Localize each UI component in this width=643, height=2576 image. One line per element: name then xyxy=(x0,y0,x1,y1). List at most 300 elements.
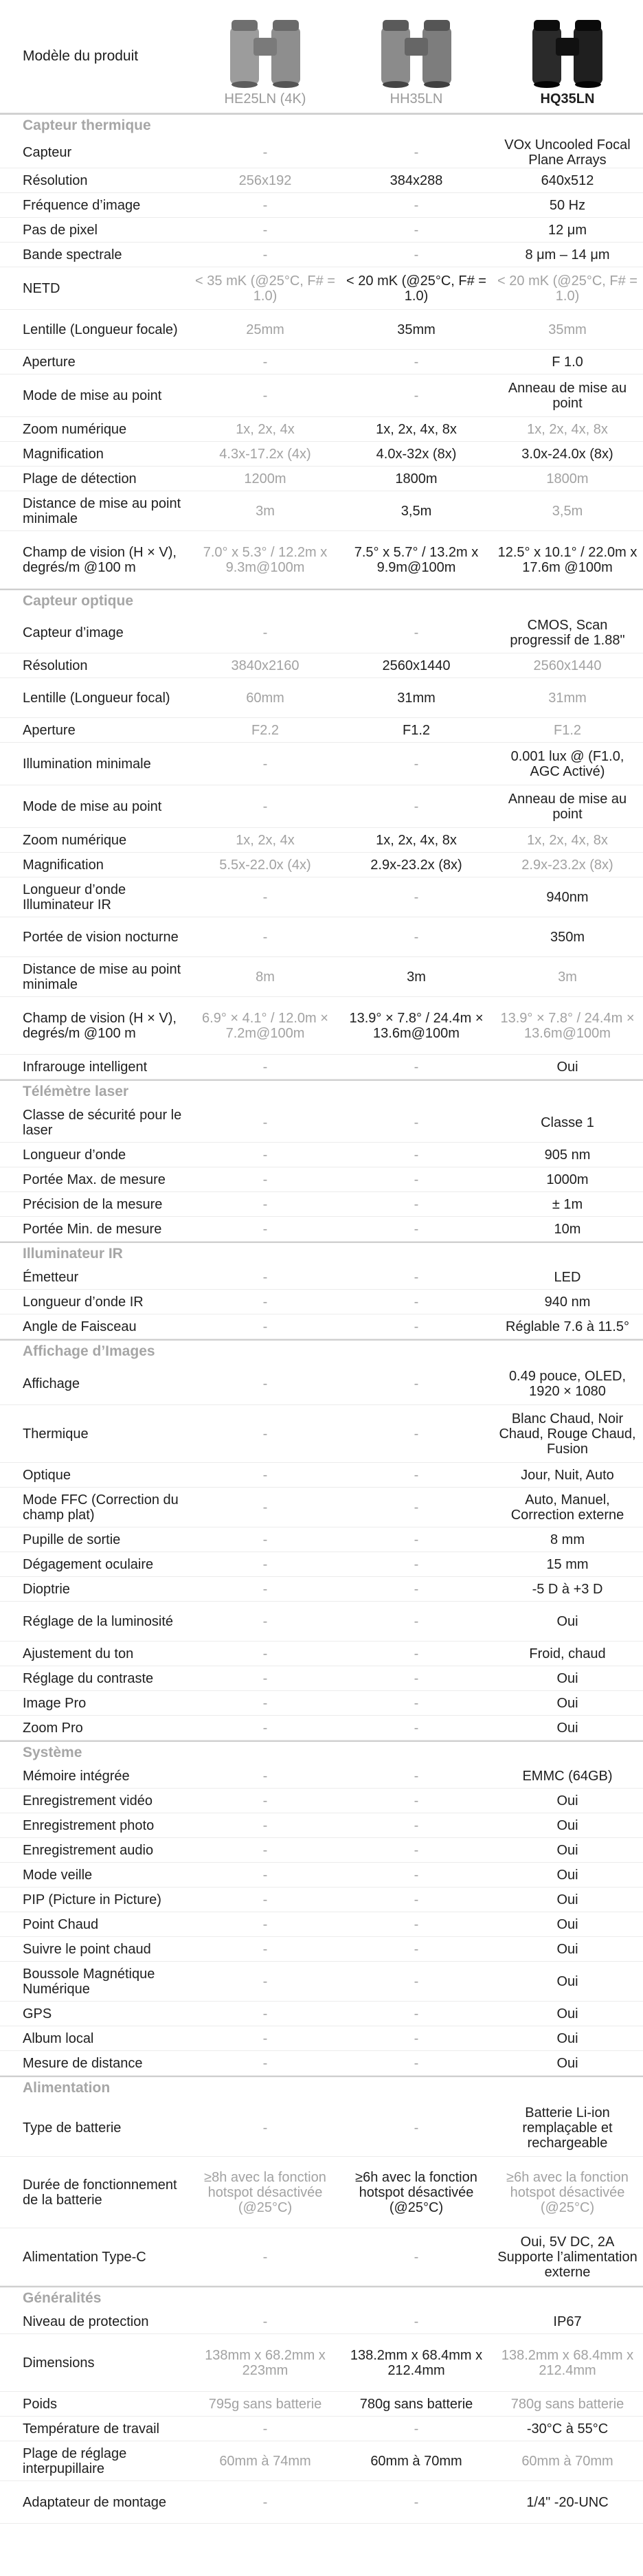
spec-value-hq35ln: -30°C à 55°C xyxy=(526,2421,609,2437)
spec-value-hh35ln: 780g sans batterie xyxy=(359,2396,473,2412)
spec-value-hh35ln: - xyxy=(414,1532,419,1547)
spec-row-ajustement-du-ton xyxy=(0,1642,643,1666)
spec-label: Affichage xyxy=(23,1376,80,1391)
spec-value-he25ln: ≥8h avec la fonction hotspot désactivée (@25°C) xyxy=(204,2169,326,2215)
spec-value-he25ln: - xyxy=(262,1221,268,1237)
spec-row-enregistrement-audio xyxy=(0,1838,643,1863)
spec-label: Poids xyxy=(23,2396,58,2412)
spec-label: Bande spectrale xyxy=(23,247,122,262)
spec-value-he25ln: - xyxy=(262,1916,268,1932)
spec-value-hh35ln: 60mm à 70mm xyxy=(370,2453,462,2469)
spec-value-he25ln: - xyxy=(262,1892,268,1907)
spec-value-hh35ln: - xyxy=(414,1059,419,1075)
spec-value-he25ln: 25mm xyxy=(246,322,284,337)
spec-row-gps xyxy=(0,2002,643,2026)
spec-value-hq35ln: 31mm xyxy=(548,690,587,706)
spec-label: Capteur d’image xyxy=(23,625,124,640)
spec-value-hq35ln: F 1.0 xyxy=(552,354,583,370)
spec-value-hh35ln: 138.2mm x 68.4mm x 212.4mm xyxy=(350,2347,483,2378)
spec-value-hq35ln: 1/4" -20-UNC xyxy=(526,2494,609,2510)
spec-label: Image Pro xyxy=(23,1695,87,1711)
spec-value-he25ln: - xyxy=(262,354,268,370)
spec-label: Longueur d’onde Illuminateur IR xyxy=(23,882,126,912)
spec-value-hq35ln: 10m xyxy=(554,1221,581,1237)
spec-value-hh35ln: 3,5m xyxy=(401,503,432,519)
spec-value-hh35ln: - xyxy=(414,1556,419,1572)
spec-row-mode-de-mise-au-point xyxy=(0,785,643,828)
spec-value-hh35ln: - xyxy=(414,929,419,945)
spec-value-hq35ln: 3m xyxy=(558,969,577,985)
spec-value-he25ln: - xyxy=(262,1793,268,1808)
spec-value-he25ln: - xyxy=(262,1973,268,1989)
spec-row-thermique xyxy=(0,1405,643,1463)
spec-row-degagement-oculaire xyxy=(0,1552,643,1577)
spec-value-hq35ln: 940nm xyxy=(546,889,589,905)
spec-label: Aperture xyxy=(23,722,76,738)
spec-value-hq35ln: Oui xyxy=(556,1941,578,1957)
binocular-image xyxy=(365,17,468,89)
spec-label: Angle de Faisceau xyxy=(23,1319,137,1334)
spec-value-hq35ln: 2560x1440 xyxy=(533,658,602,673)
spec-value-hq35ln: Classe 1 xyxy=(541,1115,594,1130)
spec-value-he25ln: - xyxy=(262,889,268,905)
spec-value-hq35ln: Oui xyxy=(556,1916,578,1932)
spec-value-he25ln: 1200m xyxy=(244,471,286,486)
spec-value-he25ln: 4.3x-17.2x (4x) xyxy=(219,446,311,462)
spec-value-hq35ln: 35mm xyxy=(548,322,587,337)
spec-value-hh35ln: - xyxy=(414,354,419,370)
spec-row-illumination-minimale xyxy=(0,743,643,785)
section-header-telemetre-laser: Télémètre laser xyxy=(0,1079,643,1103)
spec-row-plage-de-detection xyxy=(0,467,643,491)
spec-value-he25ln: 7.0° x 5.3° / 12.2m x 9.3m@100m xyxy=(203,544,328,575)
spec-value-hq35ln: F1.2 xyxy=(553,722,582,738)
spec-value-he25ln: - xyxy=(262,1581,268,1597)
spec-row-aperture xyxy=(0,718,643,743)
spec-value-hq35ln: Oui xyxy=(556,1842,578,1858)
spec-label: Album local xyxy=(23,2030,94,2046)
spec-value-hh35ln: - xyxy=(414,1376,419,1391)
spec-row-aperture xyxy=(0,350,643,374)
spec-value-hq35ln: 12.5° x 10.1° / 22.0m x 17.6m @100m xyxy=(497,544,638,575)
spec-label: NETD xyxy=(23,280,60,296)
spec-value-hq35ln: 780g sans batterie xyxy=(510,2396,624,2412)
spec-row-reglage-de-la-luminosite xyxy=(0,1602,643,1642)
product-header xyxy=(0,0,643,113)
spec-value-he25ln: - xyxy=(262,756,268,772)
spec-value-hq35ln: Oui xyxy=(556,1892,578,1907)
spec-row-zoom-pro xyxy=(0,1716,643,1740)
spec-row-longueur-d-onde-illuminateur-ir xyxy=(0,877,643,917)
spec-value-hh35ln: - xyxy=(414,1581,419,1597)
spec-value-he25ln: - xyxy=(262,1842,268,1858)
spec-value-he25ln: - xyxy=(262,1319,268,1334)
spec-row-netd xyxy=(0,267,643,310)
spec-row-plage-de-reglage-interpupillaire xyxy=(0,2441,643,2481)
spec-value-hq35ln: Réglable 7.6 à 11.5° xyxy=(506,1319,629,1334)
spec-value-hq35ln: Oui xyxy=(556,1867,578,1883)
spec-value-hq35ln: 640x512 xyxy=(541,172,594,188)
spec-value-hq35ln: 60mm à 70mm xyxy=(521,2453,613,2469)
spec-row-capteur-d-image xyxy=(0,612,643,653)
spec-value-he25ln: - xyxy=(262,1294,268,1310)
spec-label: Dégagement oculaire xyxy=(23,1556,154,1572)
spec-row-dioptrie xyxy=(0,1577,643,1602)
spec-label: Réglage du contraste xyxy=(23,1670,154,1686)
spec-value-hq35ln: Oui xyxy=(556,1670,578,1686)
spec-value-hh35ln: - xyxy=(414,1817,419,1833)
spec-label: Mode FFC (Correction du champ plat) xyxy=(23,1492,179,1523)
spec-label: Résolution xyxy=(23,172,88,188)
spec-row-capteur xyxy=(0,137,643,168)
spec-value-he25ln: - xyxy=(262,2421,268,2437)
spec-value-hh35ln: - xyxy=(414,798,419,814)
spec-value-hh35ln: - xyxy=(414,1646,419,1661)
product-name: HE25LN (4K) xyxy=(224,91,306,107)
section-header-systeme: Système xyxy=(0,1740,643,1764)
spec-value-hh35ln: - xyxy=(414,1613,419,1629)
spec-value-hh35ln: 4.0x-32x (8x) xyxy=(376,446,457,462)
spec-label: Boussole Magnétique Numérique xyxy=(23,1966,155,1997)
spec-value-he25ln: - xyxy=(262,2006,268,2021)
spec-label: Plage de réglage interpupillaire xyxy=(23,2445,127,2476)
spec-row-memoire-integree xyxy=(0,1764,643,1789)
product-hq35ln[interactable] xyxy=(492,0,643,113)
spec-value-he25ln: - xyxy=(262,2055,268,2071)
spec-value-hq35ln: 8 μm – 14 μm xyxy=(525,247,610,262)
product-name: HQ35LN xyxy=(540,91,595,107)
spec-value-he25ln: 1x, 2x, 4x xyxy=(236,832,295,848)
spec-label: Lentille (Longueur focale) xyxy=(23,322,178,337)
spec-label: Pupille de sortie xyxy=(23,1532,121,1547)
spec-row-angle-de-faisceau xyxy=(0,1314,643,1339)
spec-value-he25ln: 5.5x-22.0x (4x) xyxy=(219,857,311,873)
spec-value-hh35ln: F1.2 xyxy=(402,722,431,738)
spec-value-hq35ln: Oui xyxy=(556,1695,578,1711)
spec-value-hh35ln: - xyxy=(414,1793,419,1808)
spec-value-hq35ln: Anneau de mise au point xyxy=(508,791,627,822)
spec-value-he25ln: - xyxy=(262,1768,268,1784)
spec-row-infrarouge-intelligent xyxy=(0,1055,643,1079)
product-hh35ln[interactable] xyxy=(341,0,492,113)
spec-value-hh35ln: - xyxy=(414,889,419,905)
spec-label: Dioptrie xyxy=(23,1581,70,1597)
spec-value-he25ln: - xyxy=(262,1720,268,1736)
spec-value-he25ln: - xyxy=(262,1532,268,1547)
spec-label: Magnification xyxy=(23,446,104,462)
spec-value-he25ln: - xyxy=(262,2314,268,2329)
spec-row-portee-min-de-mesure xyxy=(0,1217,643,1242)
spec-row-longueur-d-onde xyxy=(0,1143,643,1167)
spec-value-hq35ln: Froid, chaud xyxy=(529,1646,606,1661)
spec-value-he25ln: 1x, 2x, 4x xyxy=(236,421,295,437)
spec-value-hh35ln: - xyxy=(414,1269,419,1285)
spec-row-precision-de-la-mesure xyxy=(0,1192,643,1217)
spec-value-hh35ln: - xyxy=(414,1147,419,1163)
spec-row-mode-veille xyxy=(0,1863,643,1888)
spec-label: Dimensions xyxy=(23,2355,95,2371)
spec-value-he25ln: - xyxy=(262,1695,268,1711)
spec-row-emetteur xyxy=(0,1265,643,1290)
spec-value-hq35ln: CMOS, Scan progressif de 1.88" xyxy=(510,617,625,648)
spec-label: Zoom numérique xyxy=(23,421,127,437)
spec-label: Niveau de protection xyxy=(23,2314,149,2329)
spec-value-hh35ln: - xyxy=(414,1115,419,1130)
spec-value-hh35ln: - xyxy=(414,1892,419,1907)
spec-value-hq35ln: IP67 xyxy=(553,2314,582,2329)
spec-value-hq35ln: Oui xyxy=(556,2055,578,2071)
spec-label: Aperture xyxy=(23,354,76,370)
spec-value-hh35ln: - xyxy=(414,1172,419,1187)
spec-label: Résolution xyxy=(23,658,88,673)
spec-row-mode-de-mise-au-point xyxy=(0,374,643,417)
spec-value-he25ln: - xyxy=(262,144,268,160)
spec-label: Portée Max. de mesure xyxy=(23,1172,166,1187)
spec-label: Thermique xyxy=(23,1426,89,1442)
spec-value-hh35ln: - xyxy=(414,197,419,213)
spec-value-he25ln: - xyxy=(262,1646,268,1661)
spec-value-hh35ln: 3m xyxy=(407,969,426,985)
spec-value-he25ln: 60mm xyxy=(246,690,284,706)
spec-value-he25ln: - xyxy=(262,222,268,238)
spec-label: Pas de pixel xyxy=(23,222,98,238)
spec-value-hq35ln: Oui xyxy=(556,1817,578,1833)
spec-label: Portée de vision nocturne xyxy=(23,929,179,945)
spec-value-he25ln: - xyxy=(262,197,268,213)
spec-label: Plage de détection xyxy=(23,471,137,486)
spec-value-hq35ln: ≥6h avec la fonction hotspot désactivée (@25°C) xyxy=(506,2169,629,2215)
spec-row-mode-ffc-correction-du-champ-plat xyxy=(0,1488,643,1527)
spec-value-he25ln: - xyxy=(262,1467,268,1483)
spec-label: Distance de mise au point minimale xyxy=(23,961,181,992)
spec-label: Zoom numérique xyxy=(23,832,127,848)
spec-label: PIP (Picture in Picture) xyxy=(23,1892,161,1907)
spec-value-hh35ln: 1x, 2x, 4x, 8x xyxy=(376,421,457,437)
spec-value-he25ln: - xyxy=(262,1059,268,1075)
spec-value-hq35ln: 13.9° × 7.8° / 24.4m × 13.6m@100m xyxy=(500,1010,635,1041)
spec-value-hh35ln: - xyxy=(414,1499,419,1515)
spec-value-hh35ln: 13.9° × 7.8° / 24.4m × 13.6m@100m xyxy=(349,1010,484,1041)
spec-label: Mode veille xyxy=(23,1867,93,1883)
spec-value-he25ln: 8m xyxy=(256,969,275,985)
spec-value-he25ln: - xyxy=(262,1376,268,1391)
spec-value-he25ln: - xyxy=(262,1556,268,1572)
spec-value-hh35ln: - xyxy=(414,2421,419,2437)
spec-label: Point Chaud xyxy=(23,1916,99,1932)
spec-value-he25ln: - xyxy=(262,2494,268,2510)
spec-row-classe-de-securite-pour-le-laser xyxy=(0,1103,643,1143)
spec-row-portee-max-de-mesure xyxy=(0,1167,643,1192)
spec-value-hq35ln: 15 mm xyxy=(546,1556,589,1572)
spec-value-hh35ln: - xyxy=(414,1768,419,1784)
spec-value-hh35ln: - xyxy=(414,388,419,403)
spec-value-hh35ln: - xyxy=(414,1221,419,1237)
spec-row-pip-picture-in-picture xyxy=(0,1888,643,1912)
spec-row-optique xyxy=(0,1463,643,1488)
spec-value-hh35ln: - xyxy=(414,1426,419,1442)
spec-value-hq35ln: 1x, 2x, 4x, 8x xyxy=(527,421,608,437)
spec-row-duree-de-fonctionnement-de-la-batterie xyxy=(0,2157,643,2228)
spec-value-hh35ln: 2.9x-23.2x (8x) xyxy=(370,857,462,873)
spec-label: Portée Min. de mesure xyxy=(23,1221,162,1237)
spec-value-hh35ln: - xyxy=(414,1842,419,1858)
spec-value-he25ln: 138mm x 68.2mm x 223mm xyxy=(205,2347,326,2378)
spec-value-hh35ln: - xyxy=(414,2314,419,2329)
spec-value-hq35ln: Batterie Li-ion remplaçable et rechargeable xyxy=(522,2105,613,2151)
spec-row-pas-de-pixel xyxy=(0,218,643,243)
spec-row-magnification xyxy=(0,442,643,467)
spec-row-niveau-de-protection xyxy=(0,2309,643,2334)
spec-label: Distance de mise au point minimale xyxy=(23,495,181,526)
spec-value-hq35ln: 3,5m xyxy=(552,503,583,519)
spec-value-hq35ln: LED xyxy=(554,1269,581,1285)
spec-row-distance-de-mise-au-point-minimale xyxy=(0,957,643,997)
spec-value-hh35ln: 384x288 xyxy=(390,172,443,188)
spec-label: Enregistrement photo xyxy=(23,1817,155,1833)
spec-value-he25ln: 3m xyxy=(256,503,275,519)
spec-value-he25ln: - xyxy=(262,1867,268,1883)
spec-label: Suivre le point chaud xyxy=(23,1941,151,1957)
spec-value-he25ln: - xyxy=(262,247,268,262)
spec-value-he25ln: - xyxy=(262,1196,268,1212)
spec-value-hh35ln: - xyxy=(414,1973,419,1989)
spec-value-hq35ln: 50 Hz xyxy=(549,197,586,213)
spec-row-pupille-de-sortie xyxy=(0,1527,643,1552)
spec-label: Classe de sécurité pour le laser xyxy=(23,1107,182,1138)
spec-value-he25ln: - xyxy=(262,1941,268,1957)
header-label: Modèle du produit xyxy=(23,48,139,64)
spec-label: Adaptateur de montage xyxy=(23,2494,167,2510)
spec-value-hh35ln: - xyxy=(414,1720,419,1736)
spec-row-bande-spectrale xyxy=(0,243,643,267)
spec-value-hh35ln: 35mm xyxy=(397,322,436,337)
spec-row-type-de-batterie xyxy=(0,2099,643,2157)
spec-value-hq35ln: 350m xyxy=(550,929,585,945)
product-name: HH35LN xyxy=(390,91,443,107)
spec-row-poids xyxy=(0,2392,643,2417)
spec-value-he25ln: - xyxy=(262,798,268,814)
spec-value-hh35ln: - xyxy=(414,625,419,640)
spec-row-enregistrement-photo xyxy=(0,1813,643,1838)
spec-row-alimentation-type-c xyxy=(0,2228,643,2286)
spec-value-hh35ln: - xyxy=(414,1196,419,1212)
spec-label: Type de batterie xyxy=(23,2120,122,2136)
spec-value-hh35ln: - xyxy=(414,1467,419,1483)
spec-label: Mode de mise au point xyxy=(23,388,162,403)
spec-label: Mesure de distance xyxy=(23,2055,143,2071)
spec-value-hh35ln: < 20 mK (@25°C, F# = 1.0) xyxy=(346,273,486,304)
spec-row-dimensions xyxy=(0,2334,643,2392)
spec-row-magnification xyxy=(0,853,643,877)
spec-value-hq35ln: -5 D à +3 D xyxy=(532,1581,603,1597)
spec-value-hh35ln: 7.5° x 5.7° / 13.2m x 9.9m@100m xyxy=(354,544,479,575)
spec-value-hh35ln: 2560x1440 xyxy=(382,658,451,673)
spec-value-he25ln: - xyxy=(262,1172,268,1187)
spec-label: Optique xyxy=(23,1467,71,1483)
spec-label: Fréquence d’image xyxy=(23,197,141,213)
spec-label: Enregistrement vidéo xyxy=(23,1793,153,1808)
spec-row-album-local xyxy=(0,2026,643,2051)
spec-table xyxy=(0,113,643,2524)
spec-label: Champ de vision (H × V), degrés/m @100 m xyxy=(23,1010,177,1041)
spec-value-he25ln: - xyxy=(262,2249,268,2265)
spec-value-he25ln: - xyxy=(262,625,268,640)
spec-value-hh35ln: - xyxy=(414,756,419,772)
spec-value-hq35ln: Jour, Nuit, Auto xyxy=(521,1467,614,1483)
spec-row-zoom-numerique xyxy=(0,417,643,442)
spec-value-hq35ln: Oui xyxy=(556,2030,578,2046)
spec-value-hq35ln: 3.0x-24.0x (8x) xyxy=(521,446,613,462)
spec-value-hh35ln: - xyxy=(414,1916,419,1932)
spec-value-hh35ln: - xyxy=(414,1670,419,1686)
spec-value-he25ln: - xyxy=(262,1613,268,1629)
spec-value-he25ln: 795g sans batterie xyxy=(208,2396,322,2412)
spec-value-he25ln: - xyxy=(262,2120,268,2136)
spec-value-hq35ln: Oui xyxy=(556,1059,578,1075)
spec-value-hq35ln: VOx Uncooled Focal Plane Arrays xyxy=(504,137,631,168)
spec-row-boussole-magnetique-numerique xyxy=(0,1962,643,2002)
spec-value-he25ln: - xyxy=(262,1817,268,1833)
spec-value-hq35ln: Oui, 5V DC, 2A Supporte l’alimentation externe xyxy=(497,2234,638,2280)
spec-value-hq35ln: 12 μm xyxy=(548,222,587,238)
spec-row-lentille-longueur-focale xyxy=(0,310,643,350)
spec-label: Émetteur xyxy=(23,1269,79,1285)
spec-label: Longueur d’onde xyxy=(23,1147,126,1163)
spec-row-frequence-d-image xyxy=(0,193,643,218)
spec-label: Lentille (Longueur focal) xyxy=(23,690,170,706)
spec-value-he25ln: 256x192 xyxy=(238,172,292,188)
binocular-image xyxy=(214,17,317,89)
spec-value-hh35ln: - xyxy=(414,1941,419,1957)
spec-value-hq35ln: 940 nm xyxy=(544,1294,591,1310)
spec-row-longueur-d-onde-ir xyxy=(0,1290,643,1314)
spec-value-hq35ln: ± 1m xyxy=(552,1196,583,1212)
spec-row-portee-de-vision-nocturne xyxy=(0,917,643,957)
spec-value-hh35ln: - xyxy=(414,1294,419,1310)
spec-value-he25ln: - xyxy=(262,1499,268,1515)
product-he25ln[interactable] xyxy=(190,0,341,113)
spec-row-reglage-du-contraste xyxy=(0,1666,643,1691)
spec-row-champ-de-vision-h-v-degres-m-100-m xyxy=(0,997,643,1055)
spec-value-he25ln: 60mm à 74mm xyxy=(219,2453,311,2469)
spec-value-hq35ln: Blanc Chaud, Noir Chaud, Rouge Chaud, Fusion xyxy=(499,1411,636,1457)
spec-value-he25ln: - xyxy=(262,1426,268,1442)
spec-value-hq35ln: Oui xyxy=(556,1613,578,1629)
spec-label: Zoom Pro xyxy=(23,1720,83,1736)
spec-value-he25ln: - xyxy=(262,388,268,403)
section-header-capteur-thermique: Capteur thermique xyxy=(0,113,643,137)
spec-value-hh35ln: - xyxy=(414,222,419,238)
spec-value-he25ln: - xyxy=(262,1670,268,1686)
spec-value-he25ln: - xyxy=(262,1269,268,1285)
spec-value-hq35ln: Auto, Manuel, Correction externe xyxy=(510,1492,624,1523)
spec-label: Température de travail xyxy=(23,2421,159,2437)
spec-value-hq35ln: 138.2mm x 68.4mm x 212.4mm xyxy=(501,2347,634,2378)
spec-row-resolution xyxy=(0,168,643,193)
spec-row-enregistrement-video xyxy=(0,1789,643,1813)
section-header-illuminateur-ir: Illuminateur IR xyxy=(0,1242,643,1265)
spec-value-he25ln: - xyxy=(262,1147,268,1163)
spec-value-he25ln: < 35 mK (@25°C, F# = 1.0) xyxy=(195,273,335,304)
spec-label: Infrarouge intelligent xyxy=(23,1059,148,1075)
section-header-affichage-d-images: Affichage d’Images xyxy=(0,1339,643,1363)
spec-label: Mémoire intégrée xyxy=(23,1768,130,1784)
spec-value-hh35ln: - xyxy=(414,2120,419,2136)
spec-row-image-pro xyxy=(0,1691,643,1716)
spec-value-hh35ln: - xyxy=(414,2055,419,2071)
spec-label: Longueur d’onde IR xyxy=(23,1294,144,1310)
spec-label: Durée de fonctionnement de la batterie xyxy=(23,2177,177,2208)
